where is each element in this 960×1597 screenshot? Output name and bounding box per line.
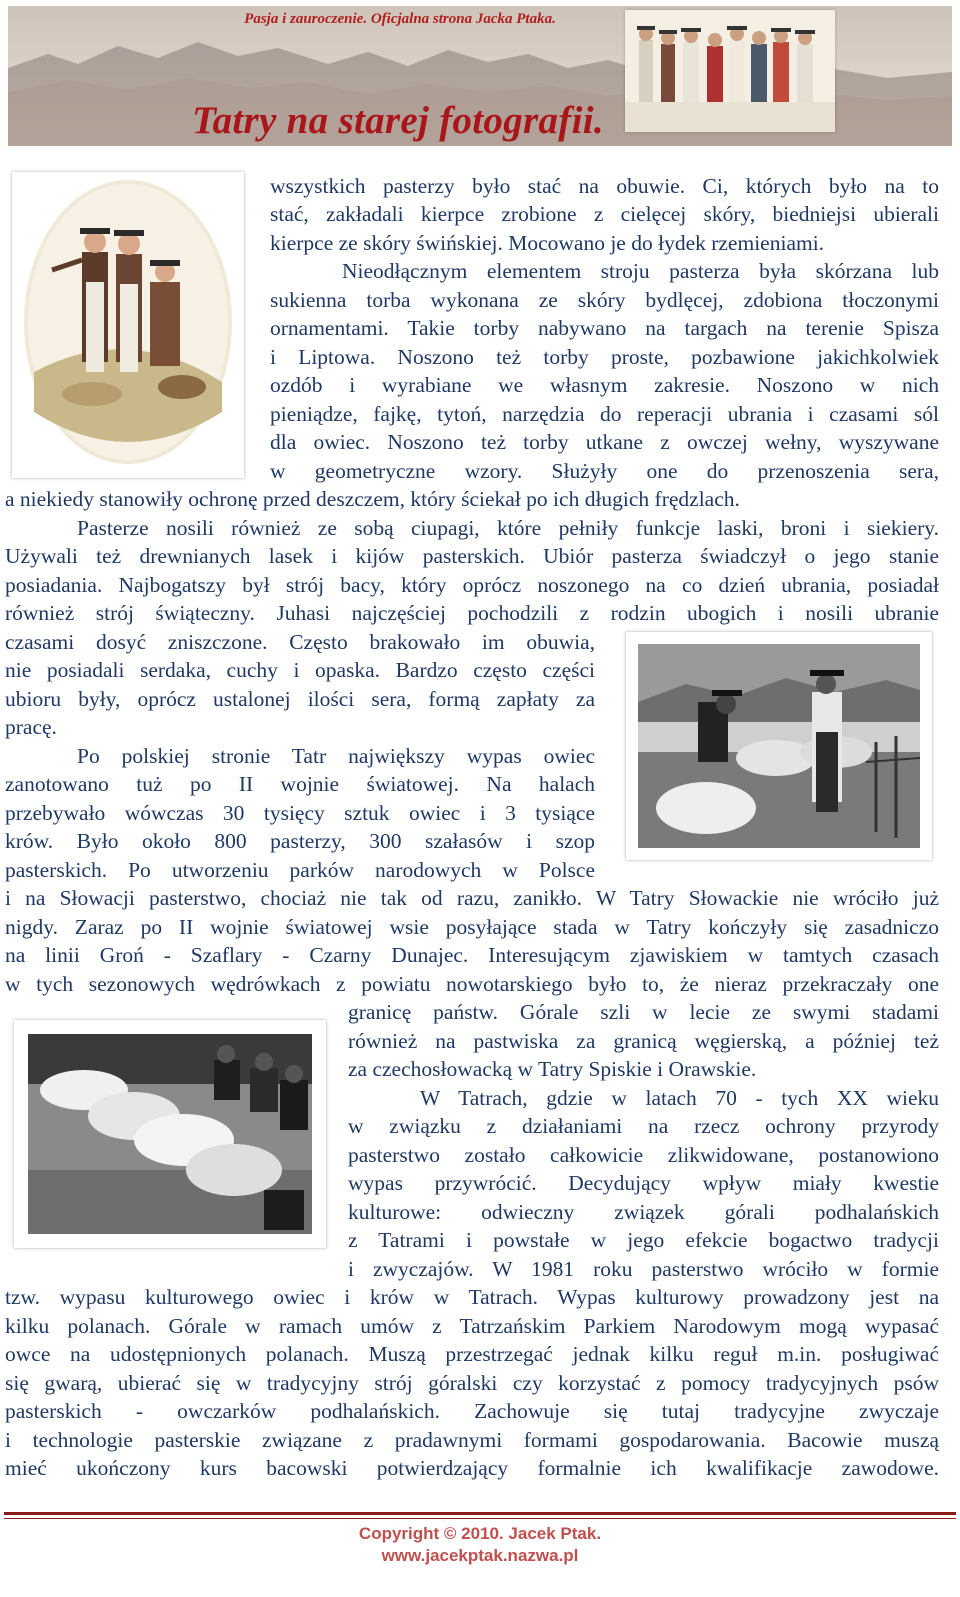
article-line: i Liptowa. Noszono też torby proste, pozbawione jakichkolwiek	[270, 345, 939, 369]
article-line: za czechosłowacką w Tatry Spiskie i Orawskie.	[348, 1057, 757, 1081]
site-tagline: Pasja i zauroczenie. Oficjalna strona Jacka Ptaka.	[244, 11, 556, 27]
footer-url[interactable]: www.jacekptak.nazwa.pl	[381, 1546, 579, 1565]
article-line: granicę państw. Górale szli w lecie ze swymi stadami	[348, 1000, 939, 1024]
article-line: a niekiedy stanowiły ochronę przed deszczem, który ściekał po ich długich frędzlach.	[5, 487, 740, 511]
article-line: pracę.	[5, 715, 57, 739]
article-line: pasterskich. Po utworzeniu parków narodowych w Polsce	[5, 858, 595, 882]
article-line: pasterskich - owczarków podhalańskich. Zachowuje się tutaj tradycyjne zwyczaje	[5, 1399, 939, 1423]
article-line: owce na udostępnionych polanach. Muszą przestrzegać jednak kilku reguł m.in. posługiwać	[5, 1342, 939, 1366]
article-line: stać, zakładali kierpce zrobione z cielęcej skóry, biedniejsi ubierali	[270, 202, 939, 226]
article-line: kierpce ze skóry świńskiej. Mocowano je do łydek rzemieniami.	[270, 231, 825, 255]
article-line: tzw. wypasu kulturowego owiec i krów w Tatrach. Wypas kulturowy prowadzony jest na	[5, 1285, 939, 1309]
article-line: zanotowano tuż po II wojnie światowej. Na halach	[5, 772, 595, 796]
article-line: również strój świąteczny. Juhasi najczęściej pochodzili z rodzin ubogich i nosili ubranie	[5, 601, 939, 625]
article-line: Nieodłącznym elementem stroju pasterza była skórzana lub	[342, 259, 939, 283]
article-line: czasami dosyć zniszczone. Często brakowało im obuwia,	[5, 630, 595, 654]
article-line: w tych sezonowych wędrówkach z powiatu nowotarskiego było to, że nieraz przekraczały one	[5, 972, 939, 996]
article-line: nigdy. Zaraz po II wojnie światowej wsie posyłające stada w Tatry kończyły się zasadniczo	[5, 915, 939, 939]
article-line: Po polskiej stronie Tatr największy wypas owiec	[77, 744, 595, 768]
article-line: się gwarą, ubierać się w tradycyjny strój góralski czy korzystać z pomocy tradycyjnych psów	[5, 1371, 939, 1395]
footer-divider-thin	[4, 1518, 956, 1519]
article-line: w związku z działaniami na rzecz ochrony przyrody	[348, 1114, 939, 1138]
article-line: z Tatrami i powstałe w jego efekcie bogactwo tradycji	[348, 1228, 939, 1252]
article-line: posiadania. Najbogatszy był strój bacy, który oprócz noszonego na co dzień ubrania, posiadał	[5, 573, 939, 597]
article-line: i technologie pasterskie związane z pradawnymi formami gospodarowania. Bacowie muszą	[5, 1428, 939, 1452]
article-line: mieć ukończony kurs bacowski potwierdzający formalnie ich kwalifikacje zawodowe.	[5, 1456, 939, 1480]
article-line: wszystkich pasterzy było stać na obuwie. Ci, których było na to	[270, 174, 939, 198]
article-line: pieniądze, fajkę, tytoń, narzędzia do reperacji ubrania i czasami sól	[270, 402, 939, 426]
article-line: nie posiadali serdaka, cuchy i opaska. Bardzo często części	[5, 658, 595, 682]
site-title: Tatry na starej fotografii.	[192, 99, 604, 142]
article-line: kilku polanach. Górale w ramach umów z Tatrzańskim Parkiem Narodowym mogą wypasać	[5, 1314, 939, 1338]
article-line: pasterstwo zostało całkowicie zlikwidowane, postanowiono	[348, 1143, 939, 1167]
article-line: przebywało wówczas 30 tysięcy sztuk owiec i 3 tysiące	[5, 801, 595, 825]
shepherds-shearing-photo	[626, 632, 932, 860]
article-line: ubioru były, oprócz ustalonej ilości sera, formą zapłaty za	[5, 687, 595, 711]
article-line: Używali też drewnianych lasek i kijów pasterskich. Ubiór pasterza świadczył o jego stanie	[5, 544, 939, 568]
article-line: dla owiec. Noszono też torby utkane z owczej wełny, wyszywane	[270, 430, 939, 454]
footer-divider	[4, 1512, 956, 1515]
article-line: krów. Było około 800 pasterzy, 300 szałasów i szop	[5, 829, 595, 853]
shepherds-illustration	[12, 172, 244, 478]
article-line: i zwyczajów. W 1981 roku pasterstwo wróciło w formie	[348, 1257, 939, 1281]
article-line: sukienna torba wykonana ze skóry bydlęcej, zdobiona tłoczonymi	[270, 288, 939, 312]
article-line: na linii Groń - Szaflary - Czarny Dunajec. Interesującym zjawiskiem w tamtych czasach	[5, 943, 939, 967]
article-line: ozdób i wyrabiane we własnym zakresie. Noszono w nich	[270, 373, 939, 397]
article-line: kulturowe: odwieczny związek górali podhalańskich	[348, 1200, 939, 1224]
article-line: W Tatrach, gdzie w latach 70 - tych XX wieku	[420, 1086, 939, 1110]
footer-copyright: Copyright © 2010. Jacek Ptak.	[358, 1524, 602, 1543]
sheep-flock-photo	[14, 1020, 326, 1248]
article-line: w geometryczne wzory. Służyły one do przenoszenia sera,	[270, 459, 939, 483]
article-line: wypas przywrócić. Decydujący wpływ miały kwestie	[348, 1171, 939, 1195]
article-line: i na Słowacji pasterstwo, chociaż nie tak od razu, zanikło. W Tatry Słowackie nie wróciło już	[5, 886, 939, 910]
article-line: ornamentami. Takie torby nabywano na targach na terenie Spisza	[270, 316, 939, 340]
highlanders-group-image	[625, 10, 835, 132]
article-line: Pasterze nosili również ze sobą ciupagi, które pełniły funkcje laski, broni i siekiery.	[77, 516, 939, 540]
header-banner	[8, 6, 952, 146]
article-line: również na pastwiska za granicą węgierską, a później też	[348, 1029, 939, 1053]
